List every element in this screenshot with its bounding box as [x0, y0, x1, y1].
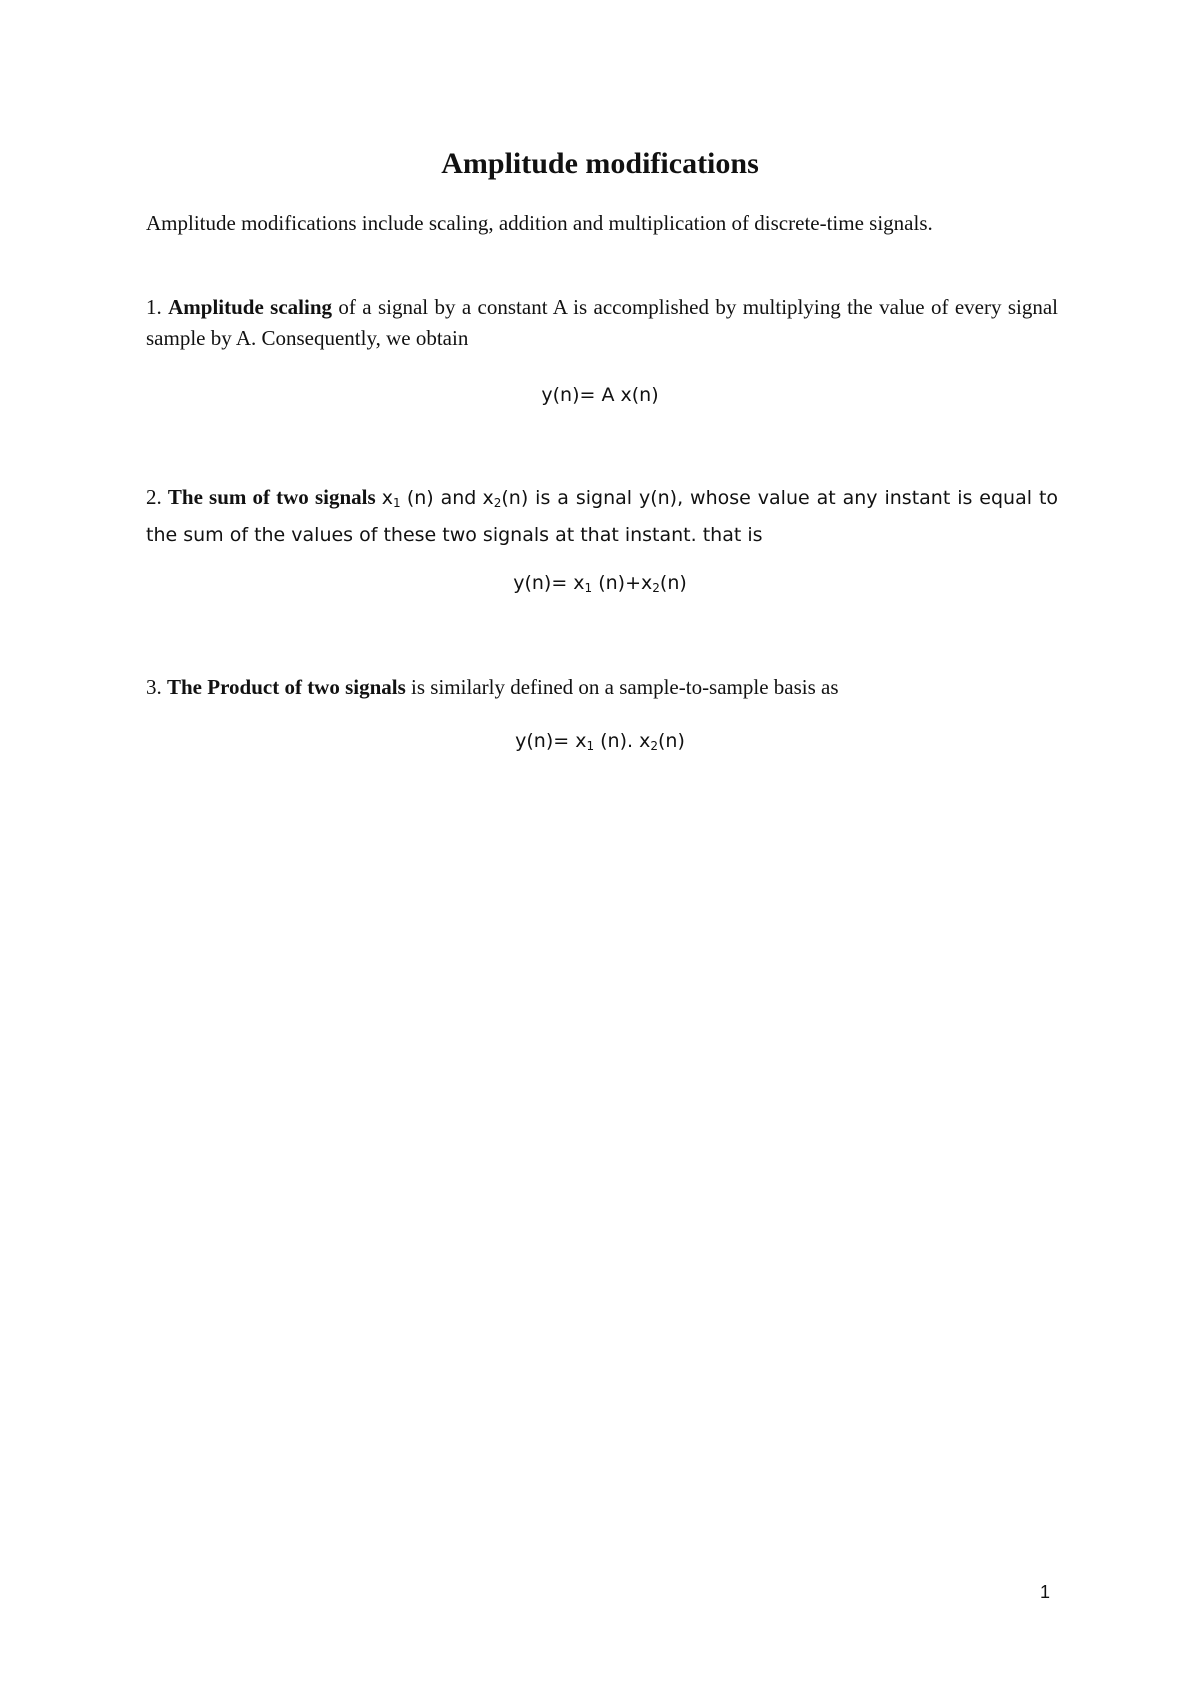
item-term: The Product of two signals [167, 675, 406, 699]
equation-end: (n) [658, 730, 685, 752]
equation-term-x2: $x_2$ [641, 572, 660, 595]
item-number: 3. [146, 675, 162, 699]
equation-lhs: y(n)= [513, 572, 568, 594]
signal-x1: $x_1$ [381, 487, 401, 510]
intro-paragraph: Amplitude modifications include scaling, addition and multiplication of discrete-time signals. [146, 211, 933, 235]
equation-lhs: y(n)= [515, 730, 570, 752]
equation-term-x1: $x_1$ [573, 572, 593, 595]
equation-lhs: y(n)= [541, 384, 596, 406]
item-text: of a signal by a constant A is accomplished by multiplying the value of every signal sample by A. Consequently, we obtain [146, 295, 1059, 350]
equation-scaling [0, 380, 1200, 410]
signal-x2: $x_2$ [482, 487, 502, 510]
equation-rhs: A x(n) [601, 384, 659, 406]
equation-end: (n) [659, 572, 687, 594]
item-product-of-signals [146, 672, 1058, 703]
equation-term-x1: $x_1$ [575, 730, 595, 753]
equation-sum [0, 568, 1200, 603]
item-sum-of-signals [146, 482, 1058, 551]
item-number: 1. [146, 295, 162, 319]
page-title: Amplitude modifications [441, 147, 759, 180]
item-text: is similarly defined on a sample-to-sample basis as [411, 675, 839, 699]
item-number: 2. [146, 485, 162, 509]
item-text-rest: (n) is a signal y(n), whose value at any instant is equal to the sum of the values of these two signals at that instant. that is [146, 487, 1059, 546]
equation-mid: (n). [600, 730, 634, 752]
item-text-part: (n) and [406, 487, 477, 509]
page-number: 1 [1040, 1582, 1051, 1602]
item-term: Amplitude scaling [168, 295, 333, 319]
item-term: The sum of two signals [167, 485, 376, 509]
equation-product [0, 726, 1200, 761]
equation-mid: (n)+ [598, 572, 642, 594]
item-amplitude-scaling [146, 292, 1058, 354]
equation-term-x2: $x_2$ [639, 730, 658, 753]
